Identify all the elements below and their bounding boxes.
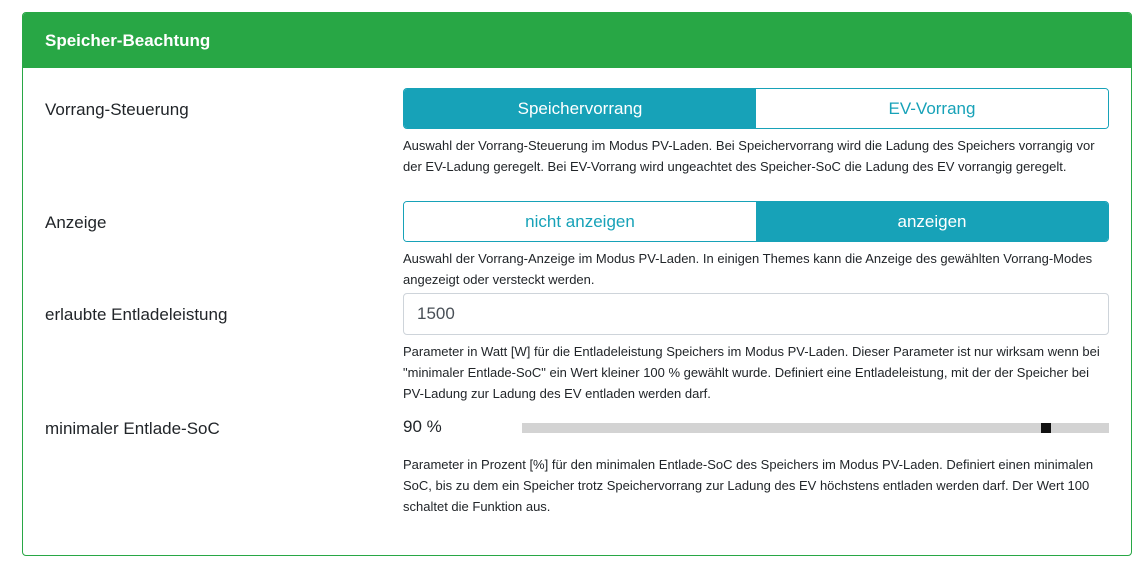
vorrang-steuerung-help: Auswahl der Vorrang-Steuerung im Modus PV-Laden. Bei Speichervorrang wird die Ladung des Speichers vorrangig vor der EV-Ladung geregelt. Bei EV-Vorrang wird ungeachtet des Speicher-SoC die Ladung des EV vorrangig geregelt.	[403, 138, 1095, 174]
speichervorrang-button[interactable]: Speichervorrang	[404, 89, 756, 128]
entladeleistung-label: erlaubte Entladeleistung	[45, 305, 228, 324]
entladeleistung-help: Parameter in Watt [W] für die Entladeleistung Speichers im Modus PV-Laden. Dieser Parameter ist nur wirksam wenn bei "minimaler Entlade-SoC" ein Wert kleiner 100 % gewählt wurde. Definiert eine Entladeleistung, mit der der Speicher bei PV-Ladung zur Ladung des EV entladen werden darf.	[403, 344, 1100, 401]
entladeleistung-input[interactable]: 1500	[403, 293, 1109, 335]
entlade-soc-slider[interactable]	[522, 423, 1109, 433]
vorrang-steuerung-toggle	[403, 88, 1109, 129]
vorrang-steuerung-label: Vorrang-Steuerung	[45, 100, 189, 119]
entlade-soc-slider-thumb[interactable]	[1041, 423, 1051, 433]
anzeige-label: Anzeige	[45, 213, 107, 232]
card-header-title: Speicher-Beachtung	[23, 13, 1131, 68]
entlade-soc-label: minimaler Entlade-SoC	[45, 419, 220, 438]
nicht-anzeigen-button[interactable]: nicht anzeigen	[404, 202, 756, 241]
anzeige-toggle	[403, 201, 1109, 242]
anzeigen-button[interactable]: anzeigen	[756, 202, 1108, 241]
entlade-soc-help: Parameter in Prozent [%] für den minimalen Entlade-SoC des Speichers im Modus PV-Laden. Definiert einen minimalen SoC, bis zu dem ein Speicher trotz Speichervorrang zur Ladung des EV höchstens entladen werden darf. Der Wert 100 schaltet die Funktion aus.	[403, 457, 1094, 514]
speicher-beachtung-card	[22, 12, 1132, 556]
anzeige-help: Auswahl der Vorrang-Anzeige im Modus PV-Laden. In einigen Themes kann die Anzeige des gewählten Vorrang-Modes angezeigt oder versteckt werden.	[403, 251, 1093, 287]
ev-vorrang-button[interactable]: EV-Vorrang	[756, 89, 1108, 128]
entlade-soc-value: 90 %	[403, 417, 442, 436]
